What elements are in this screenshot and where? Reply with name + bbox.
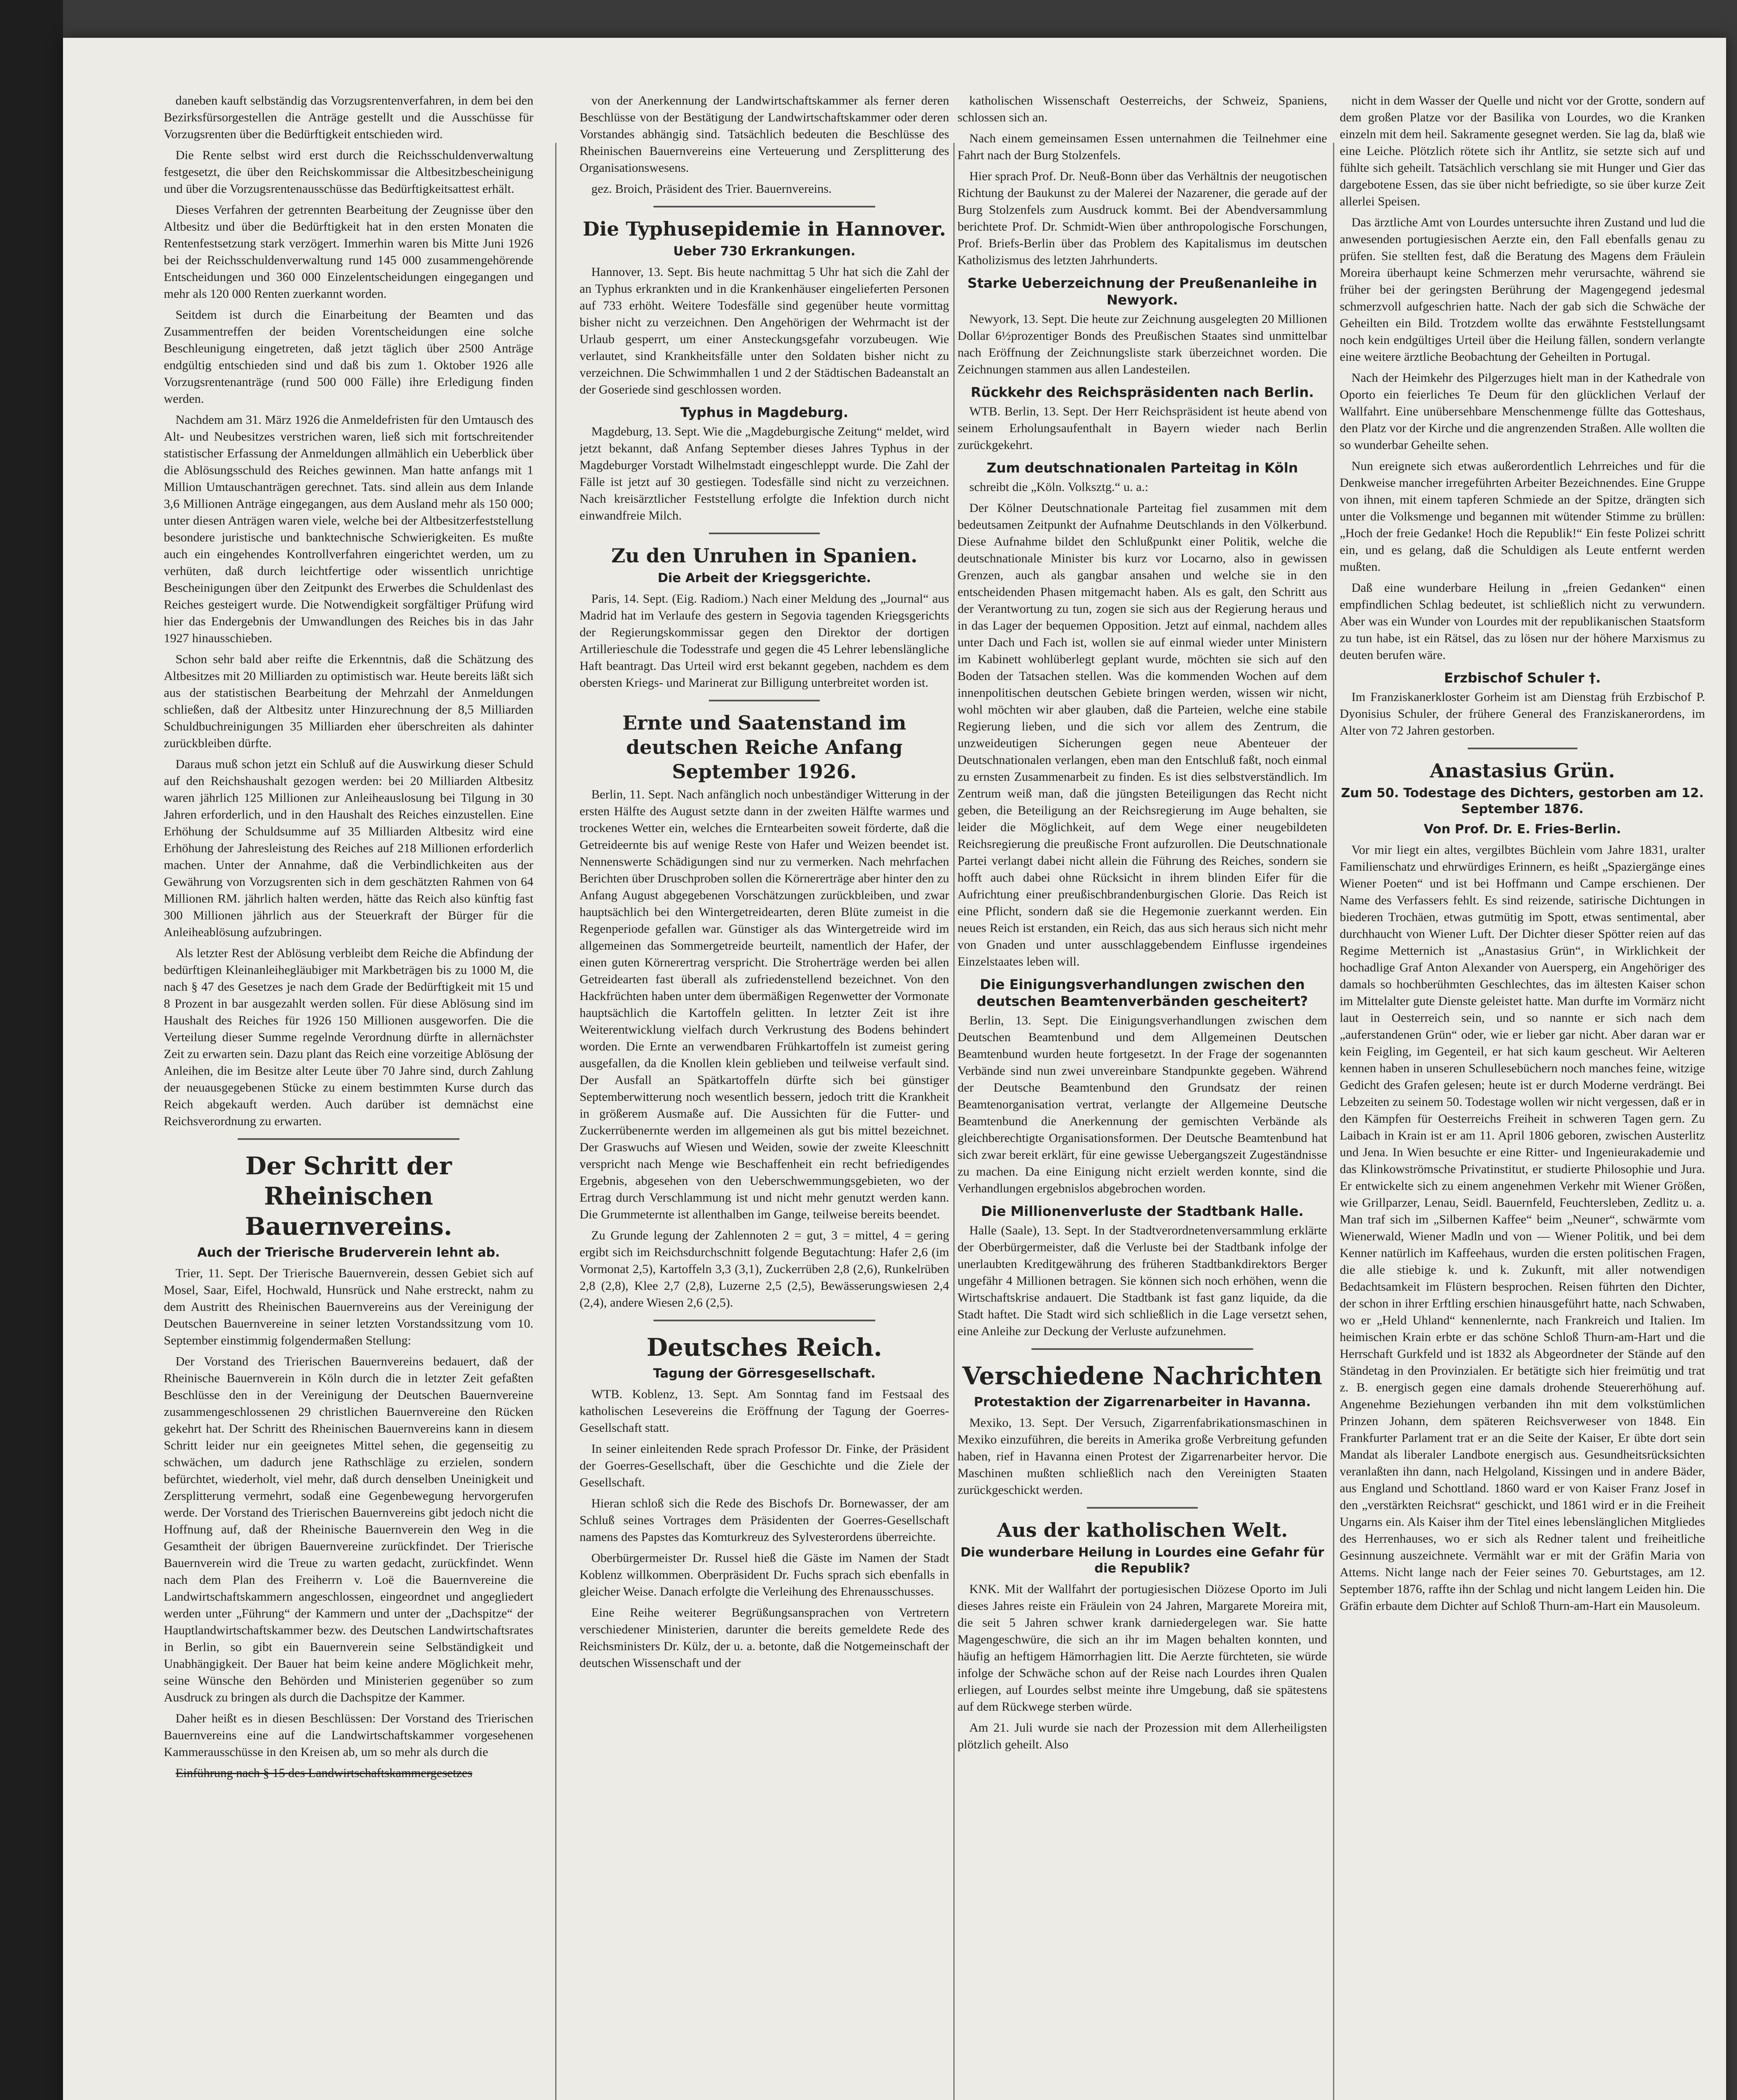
- paragraph: katholischen Wissenschaft Oesterreichs, der Schweiz, Spaniens, schlossen sich an.: [958, 94, 1327, 124]
- headline: Der Schritt der Rheinischen Bauernvereins.: [245, 1152, 452, 1241]
- paragraph: Hannover, 13. Sept. Bis heute nachmittag 5 Uhr hat sich die Zahl der an Typhus erkrankten und in die Krankenhäuser eingelieferten Personen auf 733 erhöht. Weitere Todesfälle sind gegenüber heute vormittag bisher nicht zu verzeichnen. Den Angehörigen der Wehrmacht ist der Urlaub gesperrt, um einer Ansteckungsgefahr vorzubeugen. Wie verlautet, sind Krankheitsfälle unter den Soldaten bisher nicht zu verzeichnen. Die Schwimmhallen 1 und 2 der Städtischen Badeanstalt an der Goseriede sind geschlossen worden.: [580, 265, 949, 396]
- paragraph: Eine Reihe weiterer Begrüßungsansprachen von Vertretern verschiedener Ministerien, darunter die bereits gemeldete Rede des Reichsministers Dr. Külz, der u. a. betonte, daß die Notgemeinschaft der deutschen Wissenschaft und der: [580, 1606, 949, 1670]
- subheadline: Protestaktion der Zigarrenarbeiter in Havanna.: [973, 1395, 1311, 1410]
- divider: [238, 1138, 459, 1140]
- paragraph: Berlin, 11. Sept. Nach anfänglich noch unbeständiger Witterung in der ersten Hälfte des August setzte dann in der zweiten Hälfte warmes und trockenes Wetter ein, welches die Erntearbeiten soweit förderte, daß die Getreideernte bis auf wenige Reste von Hafer und Weizen beendet ist. Nennenswerte Schädigungen sind nur zu vermerken. Nach mehrfachen Berichten über Druschproben sollen die Körnererträge aber hinter den zu Anfang August abgegebenen Vorschätzungen zurückbleiben, und zwar hauptsächlich bei den Wintergetreidearten, deren Blüte zumeist in die Regenperiode gefallen war. Günstiger als das Wintergetreide wird im allgemeinen das Sommergetreide beurteilt, namentlich der Hafer, der einen guten Körnerertrag verspricht. Die Stroherträge werden bei allen Getreidearten fast überall als zufriedenstellend bezeichnet. Von den Hackfrüchten haben unter dem übermäßigen Regenwetter der Vormonate hauptsächlich die Kartoffeln gelitten. In letzter Zeit ist ihre Weiterentwicklung vielfach durch Verkrustung des Bodens behindert worden. Die Ernte an verwendbaren Frühkartoffeln ist zumeist gering ausgefallen, da die Knollen klein geblieben und teilweise verfault sind. Der Ausfall an Spätkartoffeln dürfte sich bei günstiger Septemberwitterung noch wesentlich bessern, jedoch tritt die Krankheit in größerem Ausmaße auf. Die Aussichten für die Futter- und Zuckerrübenernte werden im allgemeinen als gut bis mittel bezeichnet. Der Graswuchs auf Wiesen und Weiden, sowie der zweite Kleeschnitt verspricht nach Menge wie Beschaffenheit ein recht befriedigendes Ergebnis, abgesehen von den Ueberschwemmungsgebieten, wo der Ertrag durch Verschlammung ist und nicht mehr genutzt werden kann. Die Grummeternte ist allenthalben im Gange, teilweise bereits beendet.: [580, 788, 949, 1221]
- paragraph: Der Kölner Deutschnationale Parteitag fiel zusammen mit dem bedeutsamen Zeitpunkt der Aufnahme Deutschlands in den Völkerbund. Diese Aufnahme bildet den Schlußpunkt einer Politik, welche die deutschnationale Minister bis kurz vor Locarno, also in gewissen Grenzen, auch als gangbar ansahen und welche sie in den entscheidenden Phasen mitgemacht haben. Als es galt, den Schritt aus der Verantwortung zu tun, zogen sie sich aus der Regierung heraus und in das Lager der bequemen Opposition. Jetzt auf einmal, nachdem alles unter Dach und Fach ist, wollen sie auf einmal wieder unter Ministern im Kabinett wohlüberlegt geplant wurde, möchten sie sich auf den Boden der Tatsachen stellen. Was die kommenden Wochen auf dem innenpolitischen deutschen Gebiete bringen werden, wissen wir nicht, wohl möchten wir aber glauben, daß die Parteien, welche eine stabile Regierung lieben, und die sich vor allem des Zentrum, die unzweideutigen Sicherungen gegen neue Abenteuer der Deutschnationalen verlangen, eben man den Entschluß faßt, noch einmal zu ernsten Zusammenarbeit zu finden. Es ist dies selbstverständlich. Im Zentrum weiß man, daß die jüngsten Beteiligungen das Recht nicht geben, die Beteiligung an der Reichsregierung im Auge behalten, sie leider die Möglichkeit, auf dem Wege einer neugebildeten Reichsregierung die preußische Front aufzurollen. Die Deutschnationale Partei verlangt dabei nicht allein die Führung des Reiches, sondern sie hofft auch dabei ohne Rücksicht in ihrem blinden Eifer für die Aufrichtung einer preußischbrandenburgischen Glorie. Das Reich ist eine Pflicht, sondern daß sie die Hegemonie zuerkannt werden. Ein neues Reich ist erstanden, ein Reich, das aus sich heraus sich nicht mehr von Gnaden und unter ausschlaggebendem Einflusse irgendeines Einzelstaates leben will.: [958, 501, 1327, 969]
- headline: Zu den Unruhen in Spanien.: [611, 544, 918, 567]
- paragraph: WTB. Berlin, 13. Sept. Der Herr Reichspräsident ist heute abend von seinem Erholungsaufenthalt in Bayern wieder nach Berlin zurückgekehrt.: [958, 404, 1327, 452]
- divider: [653, 206, 875, 207]
- paragraph: Zu Grunde legung der Zahlennoten 2 = gut, 3 = mittel, 4 = gering ergibt sich im Reichsdurchschnitt folgende Begutachtung: Hafer 2,6 (im Vormonat 2,5), Kartoffeln 3,3 (3,1), Zuckerrüben 2,8 (2,6), Runkelrüben 2,8 (2,8), Klee 2,7 (2,8), Luzerne 2,5 (2,5), Bewässerungswiesen 2,4 (2,4), andere Wiesen 2,6 (2,5).: [580, 1228, 949, 1310]
- paragraph: Halle (Saale), 13. Sept. In der Stadtverordnetenversammlung erklärte der Oberbürgermeister, daß die Verluste bei der Stadtbank infolge der unerlaubten Kreditgewährung des früheren Stadtbankdirektors Berger ungefähr 4 Millionen betragen. Sie können sich noch erhöhen, wenn die Wirtschaftskrise andauert. Die Stadtbank ist fast ganz liquide, da die Stadt haftet. Die Stadt wird sich schließlich in die Lage versetzt sehen, eine Anleihe zur Deckung der Verluste aufzunehmen.: [958, 1223, 1327, 1338]
- paragraph: Als letzter Rest der Ablösung verbleibt dem Reiche die Abfindung der bedürftigen Kleinanleihegläubiger mit Markbeträgen bis zu 1000 M, die nach § 47 des Gesetzes je nach dem Grade der Bedürftigkeit mit 15 und 8 Prozent in bar ausgezahlt werden sollen. Für diese Ablösung sind im Haushalt des Reiches für 1926 150 Millionen ausgeworfen. Die die Verteilung dieser Summe regelnde Verordnung dürfte in allernächster Zeit zu erwarten sein. Dazu plant das Reich eine vorzeitige Ablösung der Anleihen, die im Besitze alter Leute über 70 Jahre sind, durch Zahlung der neuausgegebenen Stücke zu einem bestimmten Kurse durch das Reich abgekauft werden. Auch darüber ist demnächst eine Reichsverordnung zu erwarten.: [164, 946, 533, 1128]
- column-1: [164, 92, 533, 2100]
- subheadline: Die Arbeit der Kriegsgerichte.: [657, 571, 871, 585]
- paragraph: Nachdem am 31. März 1926 die Anmeldefristen für den Umtausch des Alt- und Neubesitzes verstrichen waren, ließ sich mit fortschreitender statistischer Erfassung der Anmeldungen allmählich ein Ueberblick über die Ablösungsschuld des Reiches gewinnen. Man hatte anfangs mit 1 Million Umtauschanträgen gerechnet. Tats. sind allein aus dem Inlande 3,6 Millionen Anträge eingegangen, aus dem Ausland mehr als 150 000; unter diesen Anträgen waren viele, welche bei der Altbesitzerfeststellung besondere juristische und banktechnische Schwierigkeiten. Es mußte auch ein eingehendes Kontrollverfahren eingerichtet werden, um zu verhüten, daß durch leichtfertige oder wissentlich unrichtige Bescheinigungen über den Zeitpunkt des Erwerbes die Schuldenlast des Reiches gesteigert wurde. Die Notwendigkeit sorgfältiger Prüfung wird hier das Endergebnis der Umwandlungen des Reiches bis in das Jahr 1927 hinausschieben.: [164, 413, 533, 645]
- paragraph: Daraus muß schon jetzt ein Schluß auf die Auswirkung dieser Schuld auf den Reichshaushalt gezogen werden: bei 20 Milliarden Altbesitz waren jährlich 125 Millionen zur Anleiheauslosung bei Tilgung in 30 Jahren erforderlich, und in den Haushalt des Reiches einzustellen. Eine Erhöhung der Schuldsumme auf 35 Milliarden Altbesitz wird eine Erhöhung der Jahresleistung des Reiches auf 218 Millionen erforderlich machen. Unter der Annahme, daß die Verbindlichkeiten aus der Gewährung von Vorzugsrenten sich in dem geschätzten Rahmen von 64 Millionen RM. jährlich halten werden, hätte das Reich also künftig fast 300 Millionen jährlich aus der Steuerkraft der Bürger für die Anleiheablösung aufzubringen.: [164, 757, 533, 939]
- headline: Die Millionenverluste der Stadtbank Halle.: [981, 1203, 1304, 1219]
- subheadline: Zum 50. Todestage des Dichters, gestorben am 12. September 1876.: [1341, 786, 1704, 816]
- paragraph: schreibt die „Köln. Volksztg.“ u. a.:: [969, 480, 1149, 494]
- subheadline: Ueber 730 Erkrankungen.: [673, 244, 855, 259]
- headline: Verschiedene Nachrichten: [962, 1362, 1322, 1390]
- headline: Anastasius Grün.: [1430, 759, 1615, 782]
- paragraph: Nun ereignete sich etwas außerordentlich Lehrreiches und für die Denkweise mancher irregeführten Arbeiter Bezeichnendes. Eine Gruppe von ihnen, mit einem tapferen Schmiede an der Spitze, drängten sich unter die Volksmenge und begannen mit wütender Stimme zu brüllen: „Hoch der freie Gedanke! Hoch die Republik!“ Ein feste Polizei schritt ein, und es gelang, daß die Schuldigen als Leute entfernt werden mußten.: [1340, 459, 1705, 574]
- divider: [1468, 748, 1577, 749]
- divider: [709, 700, 820, 701]
- headline: Die Einigungsverhandlungen zwischen den deutschen Beamtenverbänden gescheitert?: [976, 976, 1308, 1009]
- headline: Zum deutschnationalen Parteitag in Köln: [987, 460, 1298, 476]
- divider: [1031, 1348, 1253, 1350]
- subheadline: Auch der Trierische Bruderverein lehnt ab.: [197, 1245, 500, 1260]
- headline: Deutsches Reich.: [646, 1333, 882, 1362]
- headline: Typhus in Magdeburg.: [680, 404, 848, 420]
- column-4: [1340, 92, 1705, 2100]
- paragraph: Im Franziskanerkloster Gorheim ist am Dienstag früh Erzbischof P. Dyonisius Schuler, der frühere General des Franziskanerordens, im Alter von 72 Jahren gestorben.: [1340, 690, 1705, 738]
- paragraph: Paris, 14. Sept. (Eig. Radiom.) Nach einer Meldung des „Journal“ aus Madrid hat im Verlaufe des gestern in Segovia tagenden Kriegsgerichts der Regierungskommissar gegen den Direktor der dortigen Artillerieschule die Todesstrafe und gegen die 45 Lehrer lebenslängliche Haft beantragt. Das Urteil wird erst bekannt gegeben, nachdem es dem obersten Kriegs- und Marinerat zur Billigung unterbreitet worden ist.: [580, 592, 949, 690]
- paragraph: daneben kauft selbständig das Vorzugsrentenverfahren, in dem bei den Bezirksfürsorgestellen die Anträge gestellt und die Ausschüsse für Vorzugsrenten über die Bedürftigkeit entschieden wird.: [164, 94, 533, 141]
- headline: Ernte und Saatenstand im deutschen Reiche Anfang September 1926.: [622, 711, 906, 783]
- paragraph: Am 21. Juli wurde sie nach der Prozession mit dem Allerheiligsten plötzlich geheilt. Also: [958, 1721, 1327, 1751]
- paragraph: Seitdem ist durch die Einarbeitung der Beamten und das Zusammentreffen der beiden Vorentscheidungen eine solche Beschleunigung eingetreten, daß jetzt täglich über 2500 Anträge endgültig entschieden sind und daß bis zum 1. Oktober 1926 alle Vorzugsrentenanträge (rund 500 000 Fälle) ihre Erledigung finden werden.: [164, 308, 533, 406]
- paragraph: Mexiko, 13. Sept. Der Versuch, Zigarrenfabrikationsmaschinen in Mexiko einzuführen, die bereits in Amerika große Verbreitung gefunden haben, rief in Havanna einen Protest der Zigarrenarbeiter hervor. Die Maschinen mußten schließlich nach den Vereinigten Staaten zurückgeschickt werden.: [958, 1416, 1327, 1497]
- paragraph: Nach der Heimkehr des Pilgerzuges hielt man in der Kathedrale von Oporto ein feierliches Te Deum für den glücklichen Verlauf der Wallfahrt. Eine unübersehbare Menschenmenge füllte das Gotteshaus, den Platz vor der Kirche und die angrenzenden Straßen. Alle wollten die so wunderbar Geheilte sehen.: [1340, 371, 1705, 452]
- paragraph: KNK. Mit der Wallfahrt der portugiesischen Diözese Oporto im Juli dieses Jahres reiste ein Fräulein von 24 Jahren, Margarete Moreira mit, die seit 5 Jahren schwer krank darniedergelegen war. Sie hatte Magengeschwüre, die sich an ihr im Magen behalten konnten, und häufig an heftigem Hämorrhagien litt. Die Aerzte fürchteten, sie würde infolge der Schwäche schon auf der Reise nach Lourdes ihren Qualen erliegen, auf Lourdes selbst meinte ihre Umgebung, daß sie spätestens auf dem Rückwege sterben würde.: [958, 1582, 1327, 1714]
- column-rule: [555, 143, 556, 2100]
- paragraph: Newyork, 13. Sept. Die heute zur Zeichnung ausgelegten 20 Millionen Dollar 6½prozentiger Bonds des Preußischen Staates sind unmittelbar nach Eröffnung der Zeichnungsliste stark überzeichnet worden. Die Zeichnungen stammen aus allen Landesteilen.: [958, 312, 1327, 376]
- paragraph: Hier sprach Prof. Dr. Neuß-Bonn über das Verhältnis der neugotischen Richtung der Baukunst zu der Malerei der Nazarener, die gerade auf der Burg Stolzenfels zum Ausdruck kommt. Bei der Abendversammlung berichtete Prof. Dr. Schmidt-Wien über anthropologische Forschungen, Prof. Briefs-Berlin über das Problem des Kapitalismus im deutschen Katholizismus des letzten Jahrhunderts.: [958, 169, 1327, 267]
- subheadline: Tagung der Görresgesellschaft.: [653, 1366, 876, 1381]
- column-rule: [953, 143, 955, 2100]
- paragraph: Trier, 11. Sept. Der Trierische Bauernverein, dessen Gebiet sich auf Mosel, Saar, Eifel, Hochwald, Hunsrück und Nahe erstreckt, nahm zu dem Austritt des Rheinischen Bauernvereins aus der Vereinigung der Deutschen Bauernvereine in seiner letzten Vorstandssitzung vom 10. September einstimmig folgendermaßen Stellung:: [164, 1266, 533, 1347]
- divider: [1087, 1507, 1198, 1509]
- divider: [709, 533, 820, 534]
- author-line: Von Prof. Dr. E. Fries-Berlin.: [1424, 822, 1621, 837]
- paragraph: Dieses Verfahren der getrennten Bearbeitung der Zeugnisse über den Altbesitz und über die Bedürftigkeit hat in den ersten Monaten die Rentenfestsetzung stark verzögert. Immerhin waren bis Mitte Juni 1926 bei der Reichsschuldenverwaltung rund 145 000 zusammengehörende Entscheidungen und 360 000 Einzelentscheidungen eingegangen und mehr als 120 000 Renten zuerkannt worden.: [164, 203, 533, 301]
- paragraph: Nach einem gemeinsamen Essen unternahmen die Teilnehmer eine Fahrt nach der Burg Stolzenfels.: [958, 131, 1327, 162]
- headline: Erzbischof Schuler †.: [1444, 670, 1601, 686]
- paragraph: Oberbürgermeister Dr. Russel hieß die Gäste im Namen der Stadt Koblenz willkommen. Oberpräsident Dr. Fuchs sprach sich ebenfalls in gleicher Weise. Danach erfolgte die Verleihung des Ehrenausschusses.: [580, 1551, 949, 1599]
- paragraph: Schon sehr bald aber reifte die Erkenntnis, daß die Schätzung des Altbesitzes mit 20 Milliarden zu optimistisch war. Heute bereits läßt sich aus der statistischen Bearbeitung der Mehrzahl der Anmeldungen schließen, daß der Altbesitz unter Hinzurechnung der 8,5 Milliarden Schuldbuchreinigungen 35 Milliarden eher überschreiten als dahinter zurückbleiben dürfte.: [164, 652, 533, 750]
- paragraph: von der Anerkennung der Landwirtschaftskammer als ferner deren Beschlüsse von der Bestätigung der Landwirtschaftskammer oder deren Vorstandes abhängig sind. Tatsächlich bedeuten die Beschlüsse des Rheinischen Bauernvereins eine Verteuerung und Zersplitterung des Organisationswesens.: [580, 94, 949, 175]
- paragraph: Berlin, 13. Sept. Die Einigungsverhandlungen zwischen dem Deutschen Beamtenbund und dem Allgemeinen Deutschen Beamtenbund wurden heute fortgesetzt. In der Frage der sogenannten Verbände sind nun zwei unvereinbare Standpunkte gegeben. Während der Deutsche Beamtenbund den Grundsatz der reinen Beamtenorganisation vertrat, verlangte der Allgemeine Deutsche Beamtenbund die Anerkennung der gemischten Verbände als gleichberechtigte Organisationsformen. Der Deutsche Beamtenbund hat sich zwar bereit erklärt, für eine gewisse Uebergangszeit Zugeständnisse zu machen. Da eine Einigung nicht erzielt werden konnte, sind die Verhandlungen ergebnislos abgebrochen worden.: [958, 1013, 1327, 1195]
- headline: Starke Ueberzeichnung der Preußenanleihe in Newyork.: [967, 275, 1317, 308]
- paragraph: Daß eine wunderbare Heilung in „freien Gedanken“ einen empfindlichen Schlag bedeutet, ist schließlich nicht zu verwundern. Aber was ein Wunder von Lourdes mit der republikanischen Staatsform zu tun habe, ist ein Rätsel, das zu lösen nur der höhere Marxismus zu deuten berufen wäre.: [1340, 581, 1705, 662]
- newspaper-page: [63, 38, 1726, 2100]
- paragraph: Das ärztliche Amt von Lourdes untersuchte ihren Zustand und lud die anwesenden portugiesischen Aerzte ein, den Fall ebenfalls genau zu prüfen. Sie stellten fest, daß die Beratung des Magens dem Fräulein Moreira überhaupt keine Schmerzen mehr verursachte, während sie früher bei der geringsten Berührung der Magengegend jedesmal schmerzvoll aufgeschrien hatte. Nach der gab sich die Schwäche der Geheilten ein Bild. Trotzdem wollte das erwähnte Feststellungsamt noch kein endgültiges Urteil über die Heilung fällen, sondern verlangte eine weitere ärztliche Beobachtung der Geheilten in Portugal.: [1340, 215, 1705, 364]
- column-rule: [1333, 143, 1334, 2100]
- headline: Rückkehr des Reichspräsidenten nach Berlin.: [971, 384, 1314, 400]
- signature-line: gez. Broich, Präsident des Trier. Bauernvereins.: [591, 182, 832, 196]
- paragraph: Daher heißt es in diesen Beschlüssen: Der Vorstand des Trierischen Bauernvereins eine auf die Landwirtschaftskammer vorgesehenen Kammerausschüsse in den Kreisen ab, um so mehr als durch die: [164, 1712, 533, 1759]
- paragraph: Hieran schloß sich die Rede des Bischofs Dr. Bornewasser, der am Schluß seines Vortrages dem Präsidenten der Goerres-Gesellschaft namens des Papstes das Komturkreuz des Sylvesterordens überreichte.: [580, 1496, 949, 1544]
- column-3: [958, 92, 1327, 2100]
- subheadline: Die wunderbare Heilung in Lourdes eine Gefahr für die Republik?: [960, 1545, 1324, 1576]
- paragraph: Einführung nach § 15 des Landwirtschaftskammergesetzes: [176, 1766, 472, 1780]
- paragraph: WTB. Koblenz, 13. Sept. Am Sonntag fand im Festsaal des katholischen Lesevereins die Eröffnung der Tagung der Goerres-Gesellschaft statt.: [580, 1387, 949, 1435]
- column-2: [580, 92, 949, 2100]
- paragraph: nicht in dem Wasser der Quelle und nicht vor der Grotte, sondern auf dem großen Platze vor der Basilika von Lourdes, wo die Kranken einzeln mit dem heil. Sakramente gesegnet werden. Sie lag da, blaß wie eine Leiche. Plötzlich rötete sich ihr Antlitz, sie setzte sich auf und fühlte sich geheilt. Tatsächlich verschlang sie mit Hunger und Gier das dargebotene Essen, das sie über nicht befriedigte, so sie über kurze Zeit allerlei Speisen.: [1340, 94, 1705, 208]
- binding-margin: [0, 0, 63, 2100]
- paragraph: In seiner einleitenden Rede sprach Professor Dr. Finke, der Präsident der Goerres-Gesellschaft, über die Geschichte und die Ziele der Gesellschaft.: [580, 1442, 949, 1489]
- paragraph: Magdeburg, 13. Sept. Wie die „Magdeburgische Zeitung“ meldet, wird jetzt bekannt, daß Anfang September dieses Jahres Typhus in der Magdeburger Vorstadt Wilhelmstadt eingeschleppt wurde. Die Zahl der Fälle ist jetzt auf 30 gestiegen. Todesfälle sind nicht zu verzeichnen. Nach kreisärztlicher Feststellung erfolgte die Infektion durch nicht einwandfreie Milch.: [580, 425, 949, 522]
- paragraph: Die Rente selbst wird erst durch die Reichsschuldenverwaltung festgesetzt, die über den Reichskommissar die Altbesitzbescheinigung und über die Vorzugsrentenausschüsse das Bedürftigkeitsattest erhält.: [164, 148, 533, 196]
- paragraph: Vor mir liegt ein altes, vergilbtes Büchlein vom Jahre 1831, uralter Familienschatz und ehrwürdiges Erinnern, es heißt „Spaziergänge eines Wiener Poeten“ und ist bei Hoffmann und Campe erschienen. Der Name des Verfassers fehlt. Es sind reizende, satirische Dichtungen in biederen Trochäen, etwas gutmütig im Spott, etwas sentimental, aber durchhaucht von Wiener Luft. Der Dichter dieser Spötter reien auf das Regime Metternich ist „Anastasius Grün“, in Wirklichkeit der hochadlige Graf Anton Alexander von Auersperg, ein Angehöriger des damals so hochberühmten Geschlechtes, das im ältesten Kaiser schon im Mittelalter gute Dienste geleistet hatte. Man durfte im Vormärz nicht laut in Oesterreich sein, und so nannte er sich nach dem „auferstandenen Grün“ oder, wie er lieber gar nicht. Aber daran war er kein Feigling, im Gegenteil, er hat sich kaum gescheut. Wir Aelteren kennen haben in unseren Schullesebüchern noch manches feine, witzige Gedicht des Grafen gelesen; heute ist er durch Moderne verdrängt. Bei Lebzeiten zu seinem 50. Todestage wollen wir nicht vergessen, daß er in den Kämpfen für Oesterreichs Freiheit in schweren Tagen gern. Zu Laibach in Krain ist er am 11. April 1806 geboren, zwischen Austerlitz und Jena. In Wien besuchte er eine Ritter- und Ingenieurakademie und das Klinkowströmsche Privatinstitut, er studierte Philosophie und Jura. Er entwickelte sich zu einem angenehmen Verkehr mit Wiener Größen, wie Grillparzer, Lenau, Seidl. Bauernfeld, Feuchtersleben, Zedlitz u. a. Man traf sich im „Silbernen Kaffee“ beim „Neuner“, schwärmte vom Wienerwald, Wiener Madln und von — Wiener Politik, und bei dem Kenner natürlich im Kaffeehaus, wurden die ersten politischen Fragen, die alle stiebige k. und k. Zukunft, mit aller notwendigen Bedachtsamkeit im Flüstern besprochen. Reisen führten den Dichter, der schon in ihrer Erftling erschien hinausgeführt hatte, nach Schwaben, wo er „Held Uhland“ kennenlernte, nach Frankreich und Italien. Im heimischen Krain erbte er das schöne Schloß Thurn-am-Hart und die Herrschaft Gurkfeld und ist 1832 als Abgeordneter der Stände auf den Ständetag in den Provinzialen. Er betätigte sich hier freimütig und trat z. B. energisch gegen eine damals drohende Steuererhöhung auf. Angenehme Beziehungen verbanden ihn mit dem volkstümlichen Prinzen Johann, dem späteren Reichsverweser von 1848. Ein Frankfurter Parlament trat er an die Seite der Kaiser, Er übte dort sein Mandat als liberaler Landbote energisch aus. Gesundheitsrücksichten veranlaßten ihn dann, nach Helgoland, Kissingen und in andere Bäder, aus England und Schottland. 1860 ward er von Kaiser Franz Josef in den „verstärkten Reichsrat“ geschickt, und 1861 wird er in die Freiheit Ungarns ein. Als Kaiser ihm der Titel eines lebenslänglichen Mitgliedes des Herrenhauses, wo er sich als Redner talent und freiheitliche Gesinnung auszeichnete. Vermählt war er mit der Gräfin Maria von Attems. Nicht lange nach der Feier seines 70. Geburtstages, am 12. September 1876, raffte ihn der Schlag und nicht langem Leiden hin. Die Gräfin erbaute dem Dichter auf Schloß Thurn-am-Hart ein Mausoleum.: [1340, 843, 1705, 1613]
- paragraph: Der Vorstand des Trierischen Bauernvereins bedauert, daß der Rheinische Bauernverein in Köln durch die in letzter Zeit gefaßten Beschlüsse den in der Vereinigung der Deutschen Bauernvereine zusammengeschlossenen 29 christlichen Bauernvereine den Rücken gekehrt hat. Der Schritt des Rheinischen Bauernvereins kann in diesem Schritt leider nur ein geeignetes Mittel sehen, die gegenseitig zu schwächen, um dadurch jene Rathschläge zu erzielen, sondern befürchtet, wiederholt, viel mehr, daß durch denselben Uneinigkeit und Zersplitterung vermehrt, sodaß eine Gegenbewegung hervorgerufen werde. Der Vorstand des Trierischen Bauernvereins gibt jedoch nicht die Hoffnung auf, daß der Rheinische Bauernverein den Weg in die Gesamtheit der übrigen Bauernvereine zurückfindet. Der Trierische Bauernverein wird die Treue zu warten gedacht, zurückfindet. Wenn nach dem Plan des Freiherrn v. Loë die Bauernvereine die Landwirtschaftskammern angeschlossen, eingeordnet und angegliedert werden unter „Führung“ der Kammern und unter der „Dachspitze“ der Hauptlandwirtschaftskammer bezw. des Deutschen Landwirtschaftsrates in Berlin, so gibt ein Bauernverein seine Selbständigkeit und Unabhängigkeit. Der Bauer hat beim keine andere Möglichkeit mehr, seine Wünsche den Behörden und Ministerien gegenüber so zum Ausdruck zu bringen als durch die Dachspitze der Kammer.: [164, 1354, 533, 1704]
- divider: [653, 1320, 875, 1321]
- headline: Die Typhusepidemie in Hannover.: [582, 218, 946, 240]
- headline: Aus der katholischen Welt.: [997, 1519, 1288, 1541]
